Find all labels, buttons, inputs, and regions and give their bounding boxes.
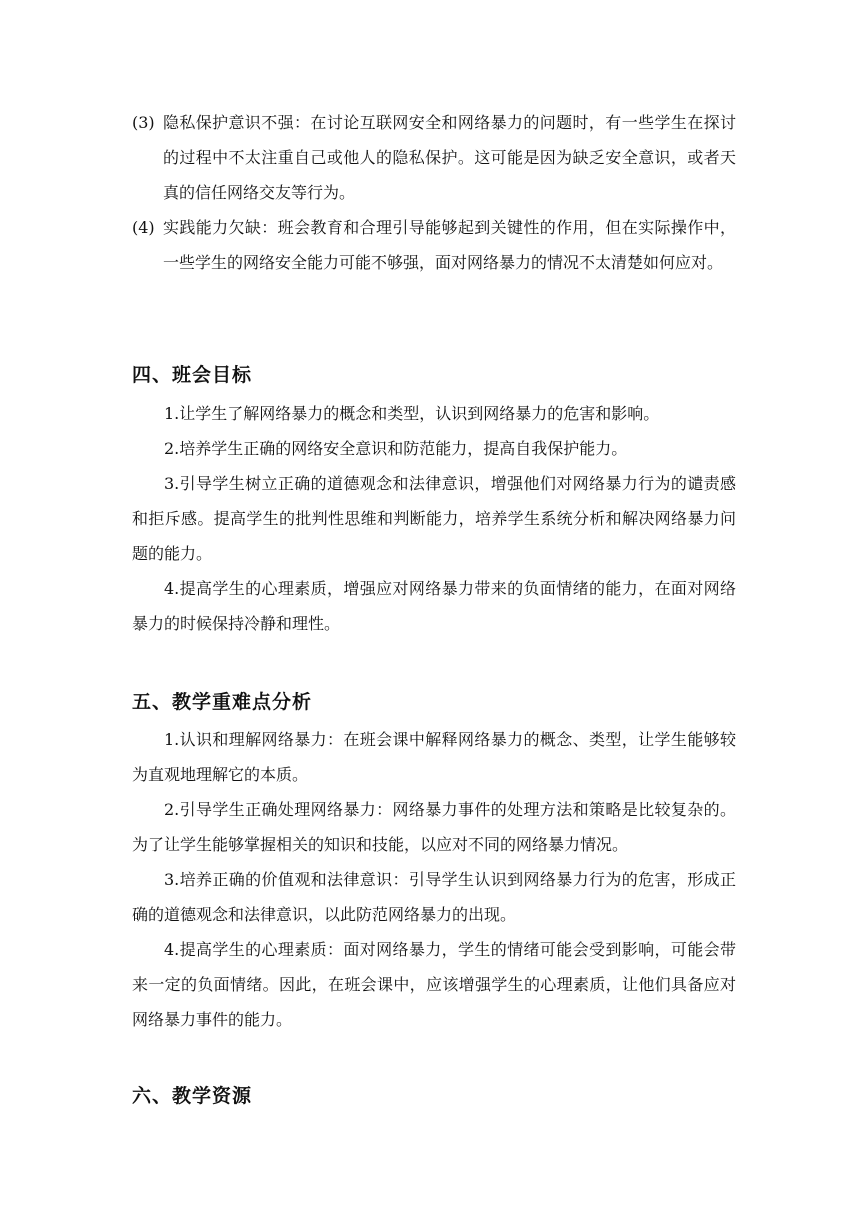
section-key-points-body (132, 722, 736, 1037)
continued-list (132, 105, 736, 280)
list-item-text: 隐私保护意识不强：在讨论互联网安全和网络暴力的问题时，有一些学生在探讨的过程中不太注重自己或他人的隐私保护。这可能是因为缺乏安全意识，或者天真的信任网络交友等行为。 (163, 113, 736, 202)
list-item-text: 实践能力欠缺：班会教育和合理引导能够起到关键性的作用，但在实际操作中，一些学生的网络安全能力可能不够强，面对网络暴力的情况不太清楚如何应对。 (163, 218, 736, 272)
paragraph: 1.认识和理解网络暴力：在班会课中解释网络暴力的概念、类型，让学生能够较为直观地理解它的本质。 (132, 730, 736, 784)
paragraph: 2.引导学生正确处理网络暴力：网络暴力事件的处理方法和策略是比较复杂的。为了让学生能够掌握相关的知识和技能，以应对不同的网络暴力情况。 (132, 800, 736, 854)
list-item-number: (3) (132, 113, 155, 132)
paragraph: 3.培养正确的价值观和法律意识：引导学生认识到网络暴力行为的危害，形成正确的道德观念和法律意识，以此防范网络暴力的出现。 (132, 870, 736, 924)
list-item-number: (4) (132, 218, 155, 237)
section-heading-goals: 四、班会目标 (132, 364, 253, 386)
section-heading-key-points: 五、教学重难点分析 (132, 691, 313, 713)
paragraph: 4.提高学生的心理素质：面对网络暴力，学生的情绪可能会受到影响，可能会带来一定的负面情绪。因此，在班会课中，应该增强学生的心理素质，让他们具备应对网络暴力事件的能力。 (132, 940, 736, 1029)
list-item (132, 105, 736, 210)
paragraph: 4.提高学生的心理素质，增强应对网络暴力带来的负面情绪的能力，在面对网络暴力的时候保持冷静和理性。 (132, 579, 736, 633)
paragraph: 2.培养学生正确的网络安全意识和防范能力，提高自我保护能力。 (164, 439, 628, 458)
paragraph: 3.引导学生树立正确的道德观念和法律意识，增强他们对网络暴力行为的谴责感和拒斥感。提高学生的批判性思维和判断能力，培养学生系统分析和解决网络暴力问题的能力。 (132, 474, 736, 563)
section-goals-body (132, 396, 736, 641)
list-item (132, 210, 736, 280)
section-heading-resources: 六、教学资源 (132, 1085, 253, 1107)
paragraph: 1.让学生了解网络暴力的概念和类型，认识到网络暴力的危害和影响。 (164, 404, 660, 423)
